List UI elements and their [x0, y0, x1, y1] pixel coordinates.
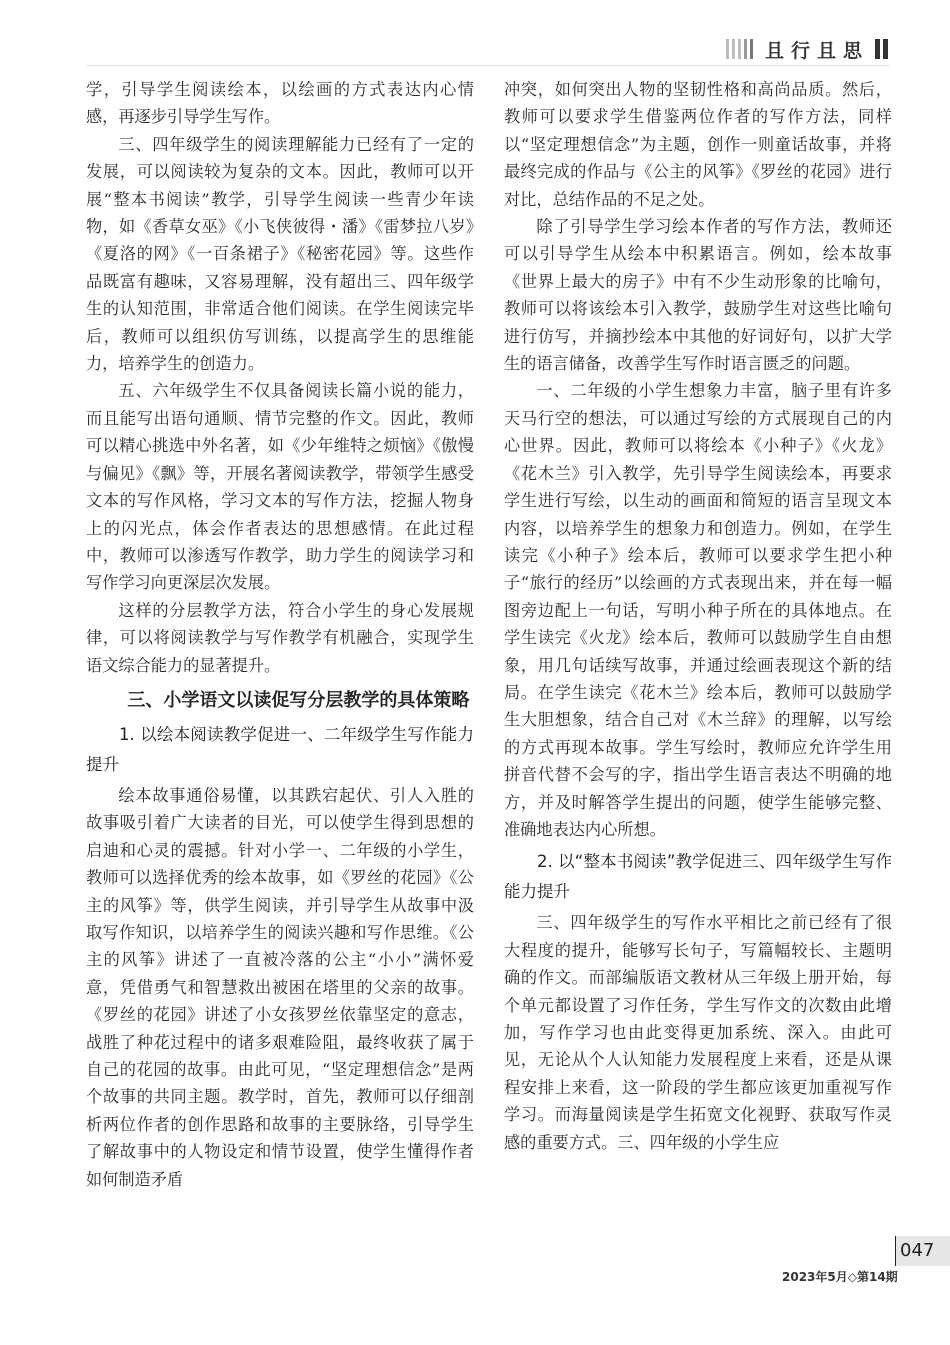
paragraph: 除了引导学生学习绘本作者的写作方法，教师还可以引导学生从绘本中积累语言。例如，绘本故事《世界上最大的房子》中有不少生动形象的比喻句，教师可以将该绘本引入教学，鼓励学生对这些比喻句进行仿写，并摘抄绘本中其他的好词好句，以扩大学生的语言储备，改善学生写作时语言匮乏的问题。	[504, 217, 892, 374]
end-bars-icon	[875, 39, 888, 59]
subsection-heading: 2. 以“整本书阅读”教学促进三、四年级学生写作能力提升	[504, 852, 892, 902]
decorative-bars-icon	[726, 39, 753, 59]
paragraph: 学，引导学生阅读绘本，以绘画的方式表达内心情感，再逐步引导学生写作。	[86, 80, 474, 127]
column-title: 且行且思	[764, 39, 869, 62]
left-column	[86, 76, 474, 1193]
header-divider	[86, 65, 890, 66]
paragraph: 这样的分层教学方法，符合小学生的身心发展规律，可以将阅读教学与写作教学有机融合，实现学生语文综合能力的显著提升。	[86, 600, 474, 675]
running-header	[726, 36, 888, 62]
paragraph: 冲突，如何突出人物的坚韧性格和高尚品质。然后，教师可以要求学生借鉴两位作者的写作方法，同样以“坚定理想信念”为主题，创作一则童话故事，并将最终完成的作品与《公主的风筝》《罗丝的花园》进行对比，总结作品的不足之处。	[504, 80, 892, 209]
page-number: 047	[900, 1240, 935, 1261]
subsection-heading: 1. 以绘本阅读教学促进一、二年级学生写作能力提升	[86, 724, 474, 774]
paragraph: 五、六年级学生不仅具备阅读长篇小说的能力，而且能写出语句通顺、情节完整的作文。因此，教师可以精心挑选中外名著，如《少年维特之烦恼》《傲慢与偏见》《飘》等，开展名著阅读教学，带领学生感受文本的写作风格，学习文本的写作方法，挖掘人物身上的闪光点，体会作者表达的思想感情。在此过程中，教师可以渗透写作教学，助力学生的阅读学习和写作学习向更深层次发展。	[86, 381, 474, 593]
paragraph: 三、四年级学生的写作水平相比之前已经有了很大程度的提升，能够写长句子，写篇幅较长、主题明确的作文。而部编版语文教材从三年级上册开始，每个单元都设置了习作任务，学生写作文的次数由此增加，写作学习也由此变得更加系统、深入。由此可见，无论从个人认知能力发展程度上来看，还是从课程安排上来看，这一阶段的学生都应该更加重视写作学习。而海量阅读是学生拓宽文化视野、获取写作灵感的重要方式。三、四年级的小学生应	[504, 913, 892, 1152]
right-column	[504, 76, 892, 1156]
section-heading: 三、小学语文以读促写分层教学的具体策略	[127, 689, 470, 711]
paragraph: 三、四年级学生的阅读理解能力已经有了一定的发展，可以阅读较为复杂的文本。因此，教师可以开展“整本书阅读”教学，引导学生阅读一些青少年读物，如《香草女巫》《小飞侠彼得・潘》《雷梦拉八岁》《夏洛的网》《一百条裙子》《秘密花园》等。这些作品既富有趣味，又容易理解，没有超出三、四年级学生的认知范围，非常适合他们阅读。在学生阅读完毕后，教师可以组织仿写训练，以提高学生的思维能力，培养学生的创造力。	[86, 134, 474, 374]
page-number-rule	[895, 1236, 896, 1266]
paragraph: 一、二年级的小学生想象力丰富，脑子里有许多天马行空的想法，可以通过写绘的方式展现自己的内心世界。因此，教师可以将绘本《小种子》《火龙》《花木兰》引入教学，先引导学生阅读绘本，再要求学生进行写绘，以生动的画面和简短的语言呈现文本内容，以培养学生的想象力和创造力。例如，在学生读完《小种子》绘本后，教师可以要求学生把小种子“旅行的经历”以绘画的方式表现出来，并在每一幅图旁边配上一句话，写明小种子所在的具体地点。在学生读完《火龙》绘本后，教师可以鼓励学生自由想象，用几句话续写故事，并通过绘画表现这个新的结局。在学生读完《花木兰》绘本后，教师可以鼓励学生大胆想象，结合自己对《木兰辞》的理解，以写绘的方式再现本故事。学生写绘时，教师应允许学生用拼音代替不会写的字，指出学生语言表达不明确的地方，并及时解答学生提出的问题，使学生能够完整、准确地表达内心所想。	[504, 381, 892, 839]
paragraph: 绘本故事通俗易懂，以其跌宕起伏、引人入胜的故事吸引着广大读者的目光，可以使学生得到思想的启迪和心灵的震撼。针对小学一、二年级的小学生，教师可以选择优秀的绘本故事，如《罗丝的花园》《公主的风筝》等，供学生阅读，并引导学生从故事中汲取写作知识，以培养学生的阅读兴趣和写作思维。《公主的风筝》讲述了一直被冷落的公主“小小”满怀爱意，凭借勇气和智慧救出被困在塔里的父亲的故事。《罗丝的花园》讲述了小女孩罗丝依靠坚定的意志，战胜了种花过程中的诸多艰难险阻，最终收获了属于自己的花园的故事。由此可见，“坚定理想信念”是两个故事的共同主题。教学时，首先，教师可以仔细剖析两位作者的创作思路和故事的主要脉络，引导学生了解故事中的人物设定和情节设置，使学生懂得作者如何制造矛盾	[86, 785, 474, 1189]
issue-label: 2023年5月◇第14期	[782, 1270, 898, 1284]
